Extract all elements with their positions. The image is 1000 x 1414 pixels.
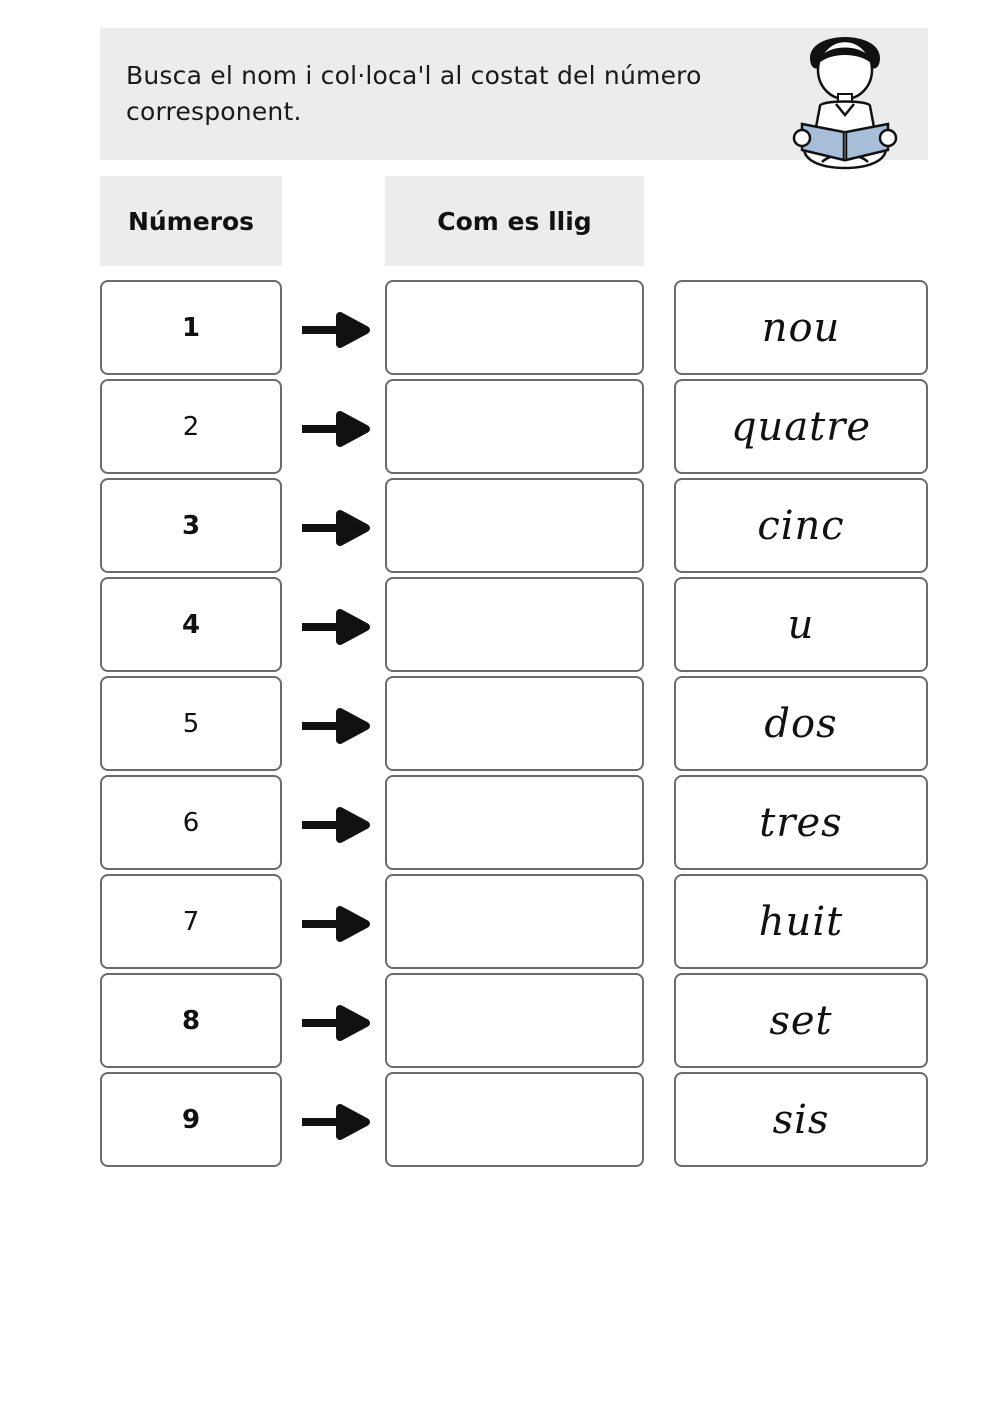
table-header-row [100, 176, 928, 266]
table-row [100, 280, 928, 379]
header-reading: Com es llig [385, 176, 644, 266]
number-cell [100, 478, 282, 573]
number-label: 3 [181, 510, 201, 541]
instruction-bar [100, 28, 928, 160]
word-label: cinc [757, 502, 845, 549]
arrow-right-icon [300, 310, 372, 350]
word-label: nou [761, 304, 841, 351]
arrow-right-icon [300, 409, 372, 449]
word-card[interactable] [674, 379, 928, 474]
table-row [100, 775, 928, 874]
word-card[interactable] [674, 577, 928, 672]
word-card[interactable] [674, 775, 928, 870]
answer-drop-zone[interactable] [385, 1072, 644, 1167]
number-label: 7 [182, 906, 200, 937]
table-row [100, 478, 928, 577]
word-card[interactable] [674, 973, 928, 1068]
number-cell [100, 280, 282, 375]
number-cell [100, 379, 282, 474]
number-label: 2 [182, 411, 200, 442]
word-card[interactable] [674, 280, 928, 375]
table-row [100, 577, 928, 676]
arrow-right-icon [300, 508, 372, 548]
number-cell [100, 874, 282, 969]
number-cell [100, 1072, 282, 1167]
answer-drop-zone[interactable] [385, 775, 644, 870]
table-row [100, 973, 928, 1072]
number-label: 6 [182, 807, 200, 838]
number-cell [100, 577, 282, 672]
number-label: 9 [181, 1104, 201, 1135]
answer-drop-zone[interactable] [385, 280, 644, 375]
word-label: quatre [730, 403, 872, 450]
number-label: 4 [181, 609, 201, 640]
arrow-right-icon [300, 1102, 372, 1142]
answer-drop-zone[interactable] [385, 874, 644, 969]
word-label: tres [759, 799, 843, 846]
boy-reading-icon [780, 20, 910, 185]
exercise-rows [100, 280, 928, 1171]
word-label: huit [758, 898, 844, 945]
word-label: u [787, 601, 815, 648]
table-row [100, 676, 928, 775]
number-label: 1 [181, 312, 201, 343]
word-card[interactable] [674, 1072, 928, 1167]
number-cell [100, 676, 282, 771]
instruction-text: Busca el nom i col·loca'l al costat del número corresponent. [126, 61, 702, 127]
answer-drop-zone[interactable] [385, 379, 644, 474]
word-label: dos [764, 700, 838, 747]
answer-drop-zone[interactable] [385, 577, 644, 672]
answer-drop-zone[interactable] [385, 973, 644, 1068]
answer-drop-zone[interactable] [385, 676, 644, 771]
table-row [100, 379, 928, 478]
worksheet [100, 28, 928, 1386]
table-row [100, 1072, 928, 1171]
arrow-right-icon [300, 904, 372, 944]
number-label: 8 [181, 1005, 201, 1036]
arrow-right-icon [300, 607, 372, 647]
header-numbers: Números [100, 176, 282, 266]
number-cell [100, 775, 282, 870]
word-card[interactable] [674, 478, 928, 573]
arrow-right-icon [300, 1003, 372, 1043]
word-label: set [769, 997, 833, 1044]
word-card[interactable] [674, 676, 928, 771]
arrow-right-icon [300, 805, 372, 845]
answer-drop-zone[interactable] [385, 478, 644, 573]
table-row [100, 874, 928, 973]
number-cell [100, 973, 282, 1068]
arrow-right-icon [300, 706, 372, 746]
word-label: sis [772, 1096, 830, 1143]
number-label: 5 [182, 708, 200, 739]
word-card[interactable] [674, 874, 928, 969]
